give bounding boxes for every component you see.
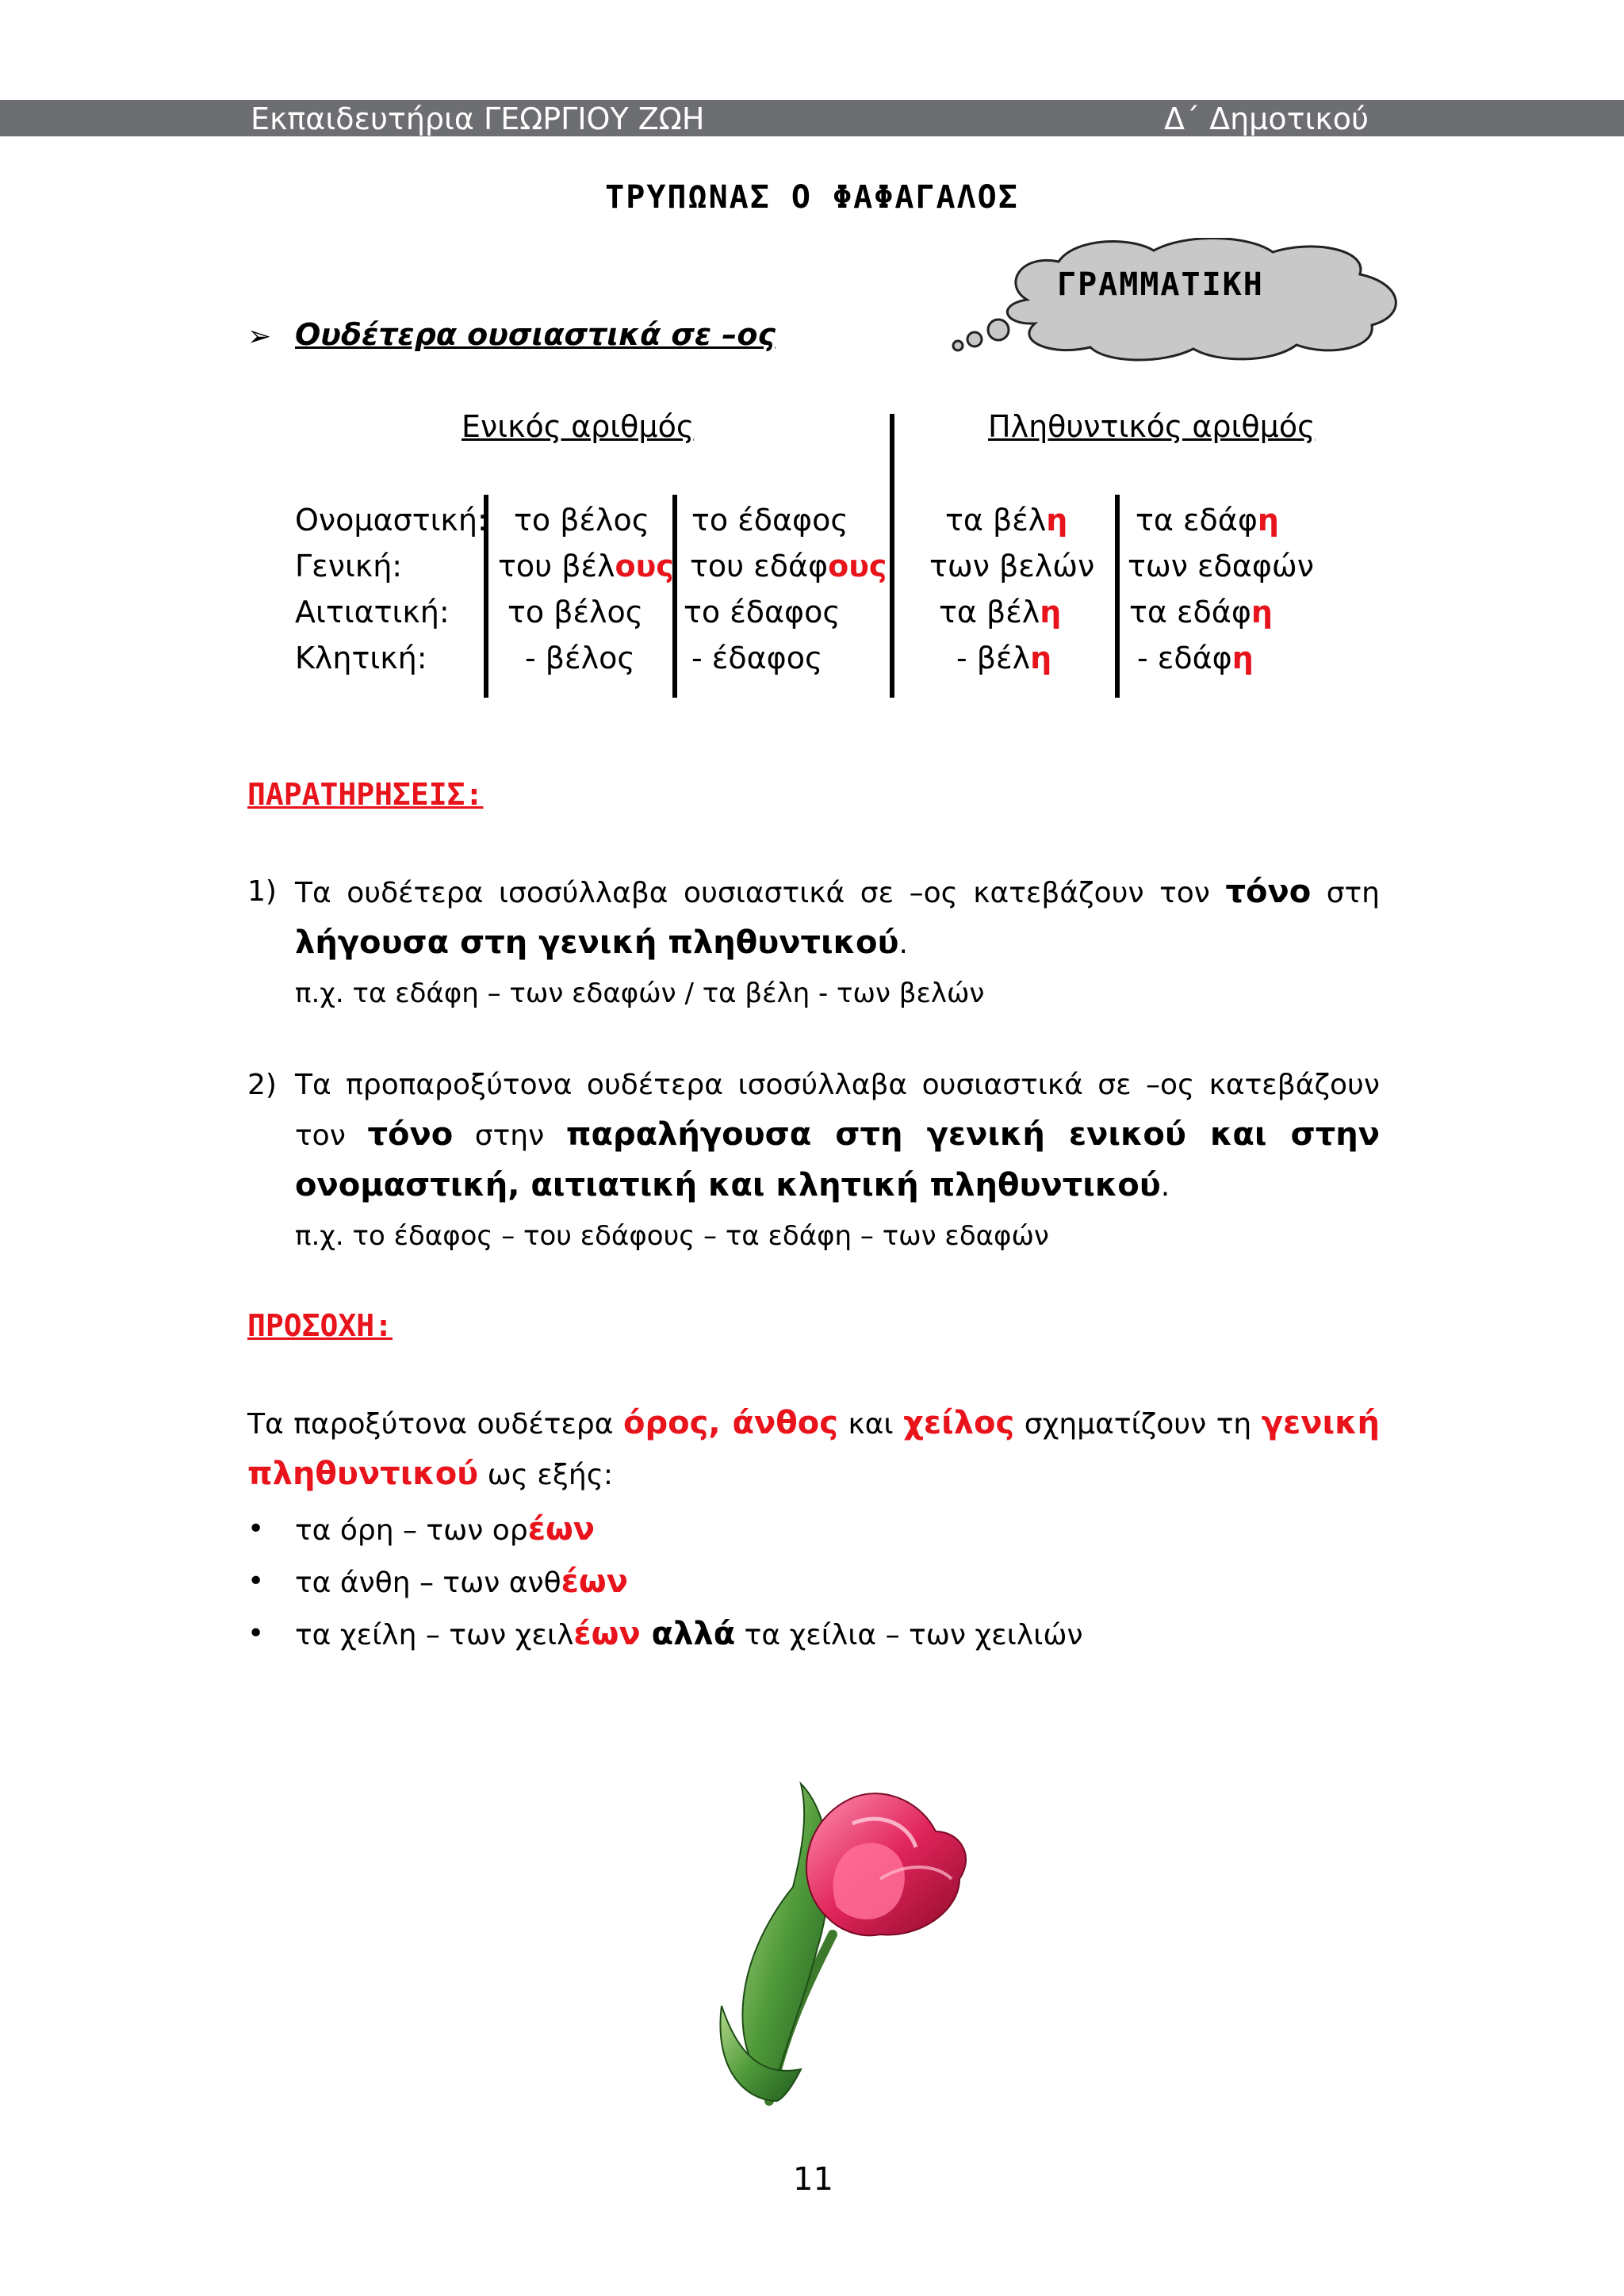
remark2-line3: ονομαστική, αιτιατική και κλητική πληθυντικού.: [295, 1167, 1170, 1203]
remark2-example: π.χ. το έδαφος – του εδάφους – τα εδάφη – των εδαφών: [295, 1220, 1049, 1252]
table-cell: τα βέλη: [939, 595, 1062, 629]
remark1-line2: λήγουσα στη γενική πληθυντικού.: [295, 924, 908, 961]
page-number: 11: [793, 2161, 833, 2198]
remark-number: 1): [247, 875, 277, 908]
arrow-bullet-icon: ➢: [247, 320, 272, 353]
table-cell: - έδαφος: [691, 641, 823, 675]
table-cell: των εδαφών: [1128, 549, 1314, 584]
table-divider: [672, 495, 677, 698]
school-name: Εκπαιδευτήρια ΓΕΩΡΓΙΟΥ ΖΩΗ: [251, 101, 705, 136]
list-item: τα άνθη – των ανθέων: [295, 1563, 628, 1600]
list-item: τα χείλη – των χειλέων αλλά τα χείλια – των χειλιών: [295, 1616, 1083, 1652]
table-cell: τα εδάφη: [1129, 595, 1273, 629]
case-label: Κλητική:: [295, 641, 427, 675]
case-label: Ονομαστική:: [295, 503, 488, 538]
remark1-example: π.χ. τα εδάφη – των εδαφών / τα βέλη - των βελών: [295, 978, 985, 1009]
table-cell: το έδαφος: [684, 595, 841, 629]
bullet-dot-icon: •: [247, 1617, 265, 1650]
header-bar: [0, 100, 1624, 136]
remark-number: 2): [247, 1069, 277, 1101]
table-cell: τα εδάφη: [1136, 503, 1279, 538]
grade-label: Δ΄ Δημοτικού: [1164, 101, 1369, 136]
remark1-line1: Τα ουδέτερα ισοσύλλαβα ουσιαστικά σε –ος κατεβάζουν τον τόνο στη: [295, 874, 1380, 910]
page-title: ΤΡΥΠΩΝΑΣ Ο ΦΑΦΑΓΑΛΟΣ: [605, 179, 1019, 216]
case-label: Αιτιατική:: [295, 595, 450, 629]
case-label: Γενική:: [295, 549, 403, 584]
cloud-label: ΓΡΑΜΜΑΤΙΚΗ: [1057, 266, 1264, 303]
table-cell: - βέλη: [956, 641, 1052, 675]
table-cell: των βελών: [929, 549, 1095, 584]
table-cell: - βέλος: [525, 641, 635, 675]
table-cell: - εδάφη: [1137, 641, 1254, 675]
remark2-line2: τον τόνο στην παραλήγουσα στη γενική ενικού και στην: [295, 1116, 1380, 1153]
attention-line1: Τα παροξύτονα ουδέτερα όρος, άνθος και χείλος σχηματίζουν τη γενική: [247, 1405, 1380, 1441]
table-cell: το βέλος: [514, 503, 650, 538]
table-divider: [1115, 495, 1120, 698]
attention-heading: ΠΡΟΣΟΧΗ:: [247, 1308, 393, 1343]
table-cell: το έδαφος: [691, 503, 848, 538]
table-cell: το βέλος: [508, 595, 644, 629]
table-cell: του βέλους: [498, 549, 674, 584]
bullet-dot-icon: •: [247, 1565, 265, 1598]
section-heading: Ουδέτερα ουσιαστικά σε –ος: [295, 317, 776, 352]
tulip-illustration-icon: [698, 1768, 999, 2117]
bullet-dot-icon: •: [247, 1513, 265, 1545]
singular-header: Ενικός αριθμός: [462, 409, 695, 444]
remarks-heading: ΠΑΡΑΤΗΡΗΣΕΙΣ:: [247, 777, 484, 812]
remark2-line1: Τα προπαροξύτονα ουδέτερα ισοσύλλαβα ουσιαστικά σε –ος κατεβάζουν: [295, 1069, 1380, 1101]
plural-header: Πληθυντικός αριθμός: [988, 409, 1316, 444]
list-item: τα όρη – των ορέων: [295, 1511, 595, 1548]
table-cell: του εδάφους: [690, 549, 887, 584]
table-cell: τα βέλη: [945, 503, 1068, 538]
attention-line2: πληθυντικού ως εξής:: [247, 1456, 613, 1492]
table-center-divider: [890, 414, 894, 698]
